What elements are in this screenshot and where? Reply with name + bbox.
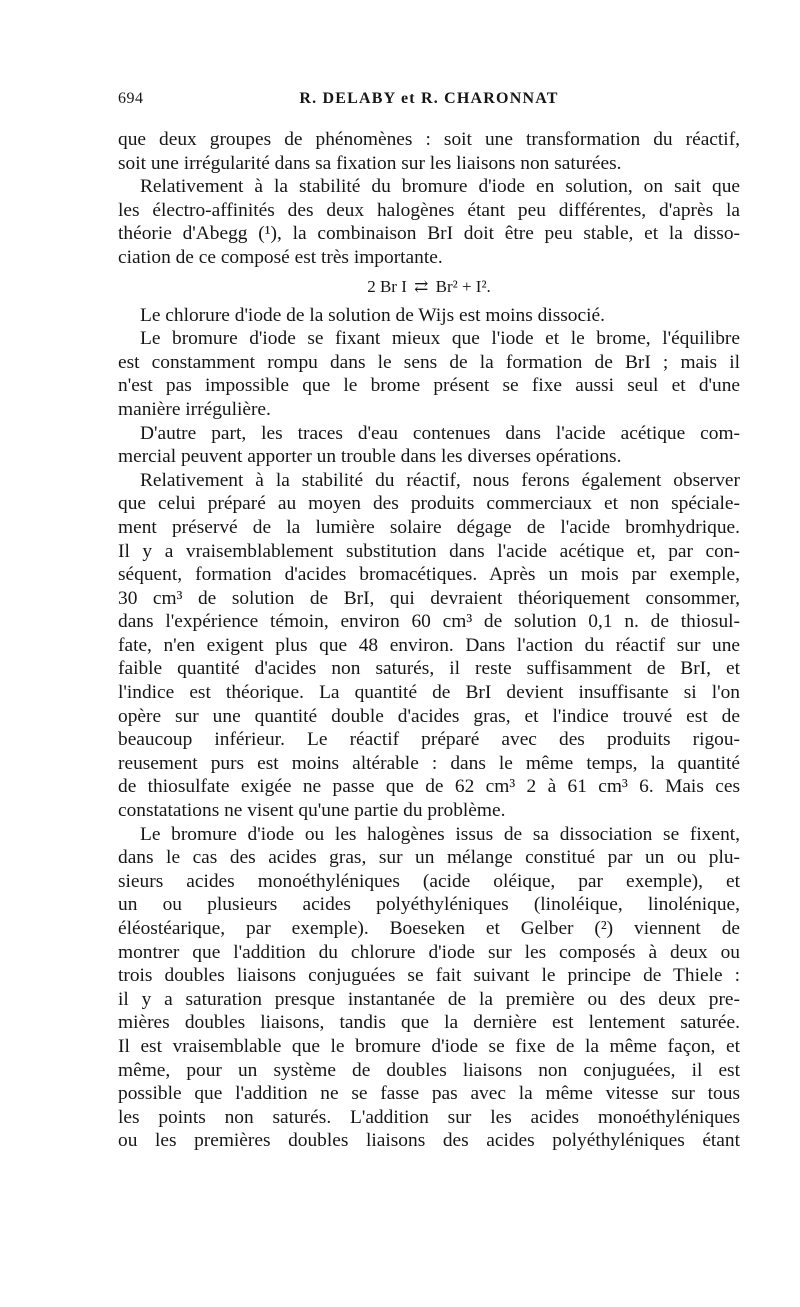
text-line: Le bromure d'iode se fixant mieux que l'iode et le brome, l'équilibre: [140, 328, 740, 350]
text-line: montrer que l'addition du chlorure d'iode sur les composés à deux ou: [118, 941, 740, 963]
text-line: même, pour un système de doubles liaisons non conjuguées, il est: [118, 1059, 740, 1081]
text-line: possible que l'addition ne se fasse pas avec la même vitesse sur tous: [118, 1083, 740, 1105]
text-line: que celui préparé au moyen des produits commerciaux et non spéciale-: [118, 493, 740, 515]
text-line: Le chlorure d'iode de la solution de Wijs est moins dissocié.: [140, 304, 605, 326]
running-head: R. DELABY et R. CHARONNAT: [299, 90, 559, 107]
text-line: que deux groupes de phénomènes : soit une transformation du réactif,: [118, 129, 740, 150]
text-line: dans l'expérience témoin, environ 60 cm³ de solution 0,1 n. de thiosul-: [118, 611, 740, 633]
text-line: théorie d'Abegg (¹), la combinaison BrI doit être peu stable, et la disso-: [118, 223, 740, 245]
text-line: Relativement à la stabilité du réactif, nous ferons également observer: [140, 469, 740, 491]
text-line: Il est vraisemblable que le bromure d'iode se fixe de la même façon, et: [118, 1035, 740, 1057]
text-line: trois doubles liaisons conjuguées se fait suivant le principe de Thiele :: [118, 965, 740, 987]
text-line: D'autre part, les traces d'eau contenues dans l'acide acétique com-: [140, 422, 740, 444]
page-number: 694: [118, 90, 144, 107]
text-line: soit une irrégularité dans sa fixation sur les liaisons non saturées.: [118, 152, 622, 174]
text-line: mières doubles liaisons, tandis que la dernière est lentement saturée.: [118, 1012, 740, 1034]
page-header: [118, 90, 740, 116]
text-line: ment préservé de la lumière solaire dégage de l'acide bromhydrique.: [118, 516, 740, 538]
text-line: Le bromure d'iode ou les halogènes issus de sa dissociation se fixent,: [140, 823, 740, 845]
text-line: reusement purs est moins altérable : dans le même temps, la quantité: [118, 752, 740, 774]
text-line: 30 cm³ de solution de BrI, qui devraient théoriquement consommer,: [118, 587, 740, 609]
text-line: sieurs acides monoéthyléniques (acide oléique, par exemple), et: [118, 870, 740, 892]
equation-left: 2 Br I: [367, 276, 407, 296]
text-line: fate, n'en exigent plus que 48 environ. Dans l'action du réactif sur une: [118, 634, 740, 656]
text-line: dans le cas des acides gras, sur un mélange constitué par un ou plu-: [118, 847, 740, 869]
text-line: est constamment rompu dans le sens de la formation de BrI ; mais il: [118, 351, 740, 373]
text-line: mercial peuvent apporter un trouble dans les diverses opérations.: [118, 446, 622, 468]
text-line: ciation de ce composé est très importante.: [118, 246, 443, 268]
text-line: un ou plusieurs acides polyéthyléniques (linoléique, linolénique,: [118, 894, 740, 916]
text-line: Relativement à la stabilité du bromure d'iode en solution, on sait que: [140, 176, 740, 198]
text-line: il y a saturation presque instantanée de la première ou des deux pre-: [118, 988, 740, 1010]
text-line: les électro-affinités des deux halogènes étant peu différentes, d'après la: [118, 199, 740, 221]
text-line: opère sur une quantité double d'acides gras, et l'indice trouvé est de: [118, 705, 740, 727]
text-line: éléostéarique, par exemple). Boeseken et Gelber (²) viennent de: [118, 918, 740, 939]
text-line: l'indice est théorique. La quantité de BrI devient insuffisante si l'on: [118, 682, 740, 704]
text-line: les points non saturés. L'addition sur les acides monoéthyléniques: [118, 1106, 740, 1128]
equilibrium-arrows-icon: ⇄: [414, 276, 429, 296]
body-text: [118, 128, 740, 1153]
text-line: beaucoup inférieur. Le réactif préparé avec des produits rigou-: [118, 729, 740, 751]
text-line: ou les premières doubles liaisons des acides polyéthyléniques étant: [118, 1130, 740, 1152]
text-line: faible quantité d'acides non saturés, il reste suffisamment de BrI, et: [118, 658, 740, 680]
text-line: constatations ne visent qu'une partie du problème.: [118, 800, 506, 822]
text-line: séquent, formation d'acides bromacétiques. Après un mois par exemple,: [118, 564, 740, 586]
text-line: Il y a vraisemblablement substitution dans l'acide acétique et, par con-: [118, 540, 740, 562]
text-line: n'est pas impossible que le brome présent se fixe aussi seul et d'une: [118, 375, 740, 397]
text-line: de thiosulfate exigée ne passe que de 62 cm³ 2 à 61 cm³ 6. Mais ces: [118, 776, 740, 798]
equation-right: Br² + I².: [435, 276, 491, 296]
equation: [118, 270, 740, 304]
text-line: manière irrégulière.: [118, 398, 271, 420]
